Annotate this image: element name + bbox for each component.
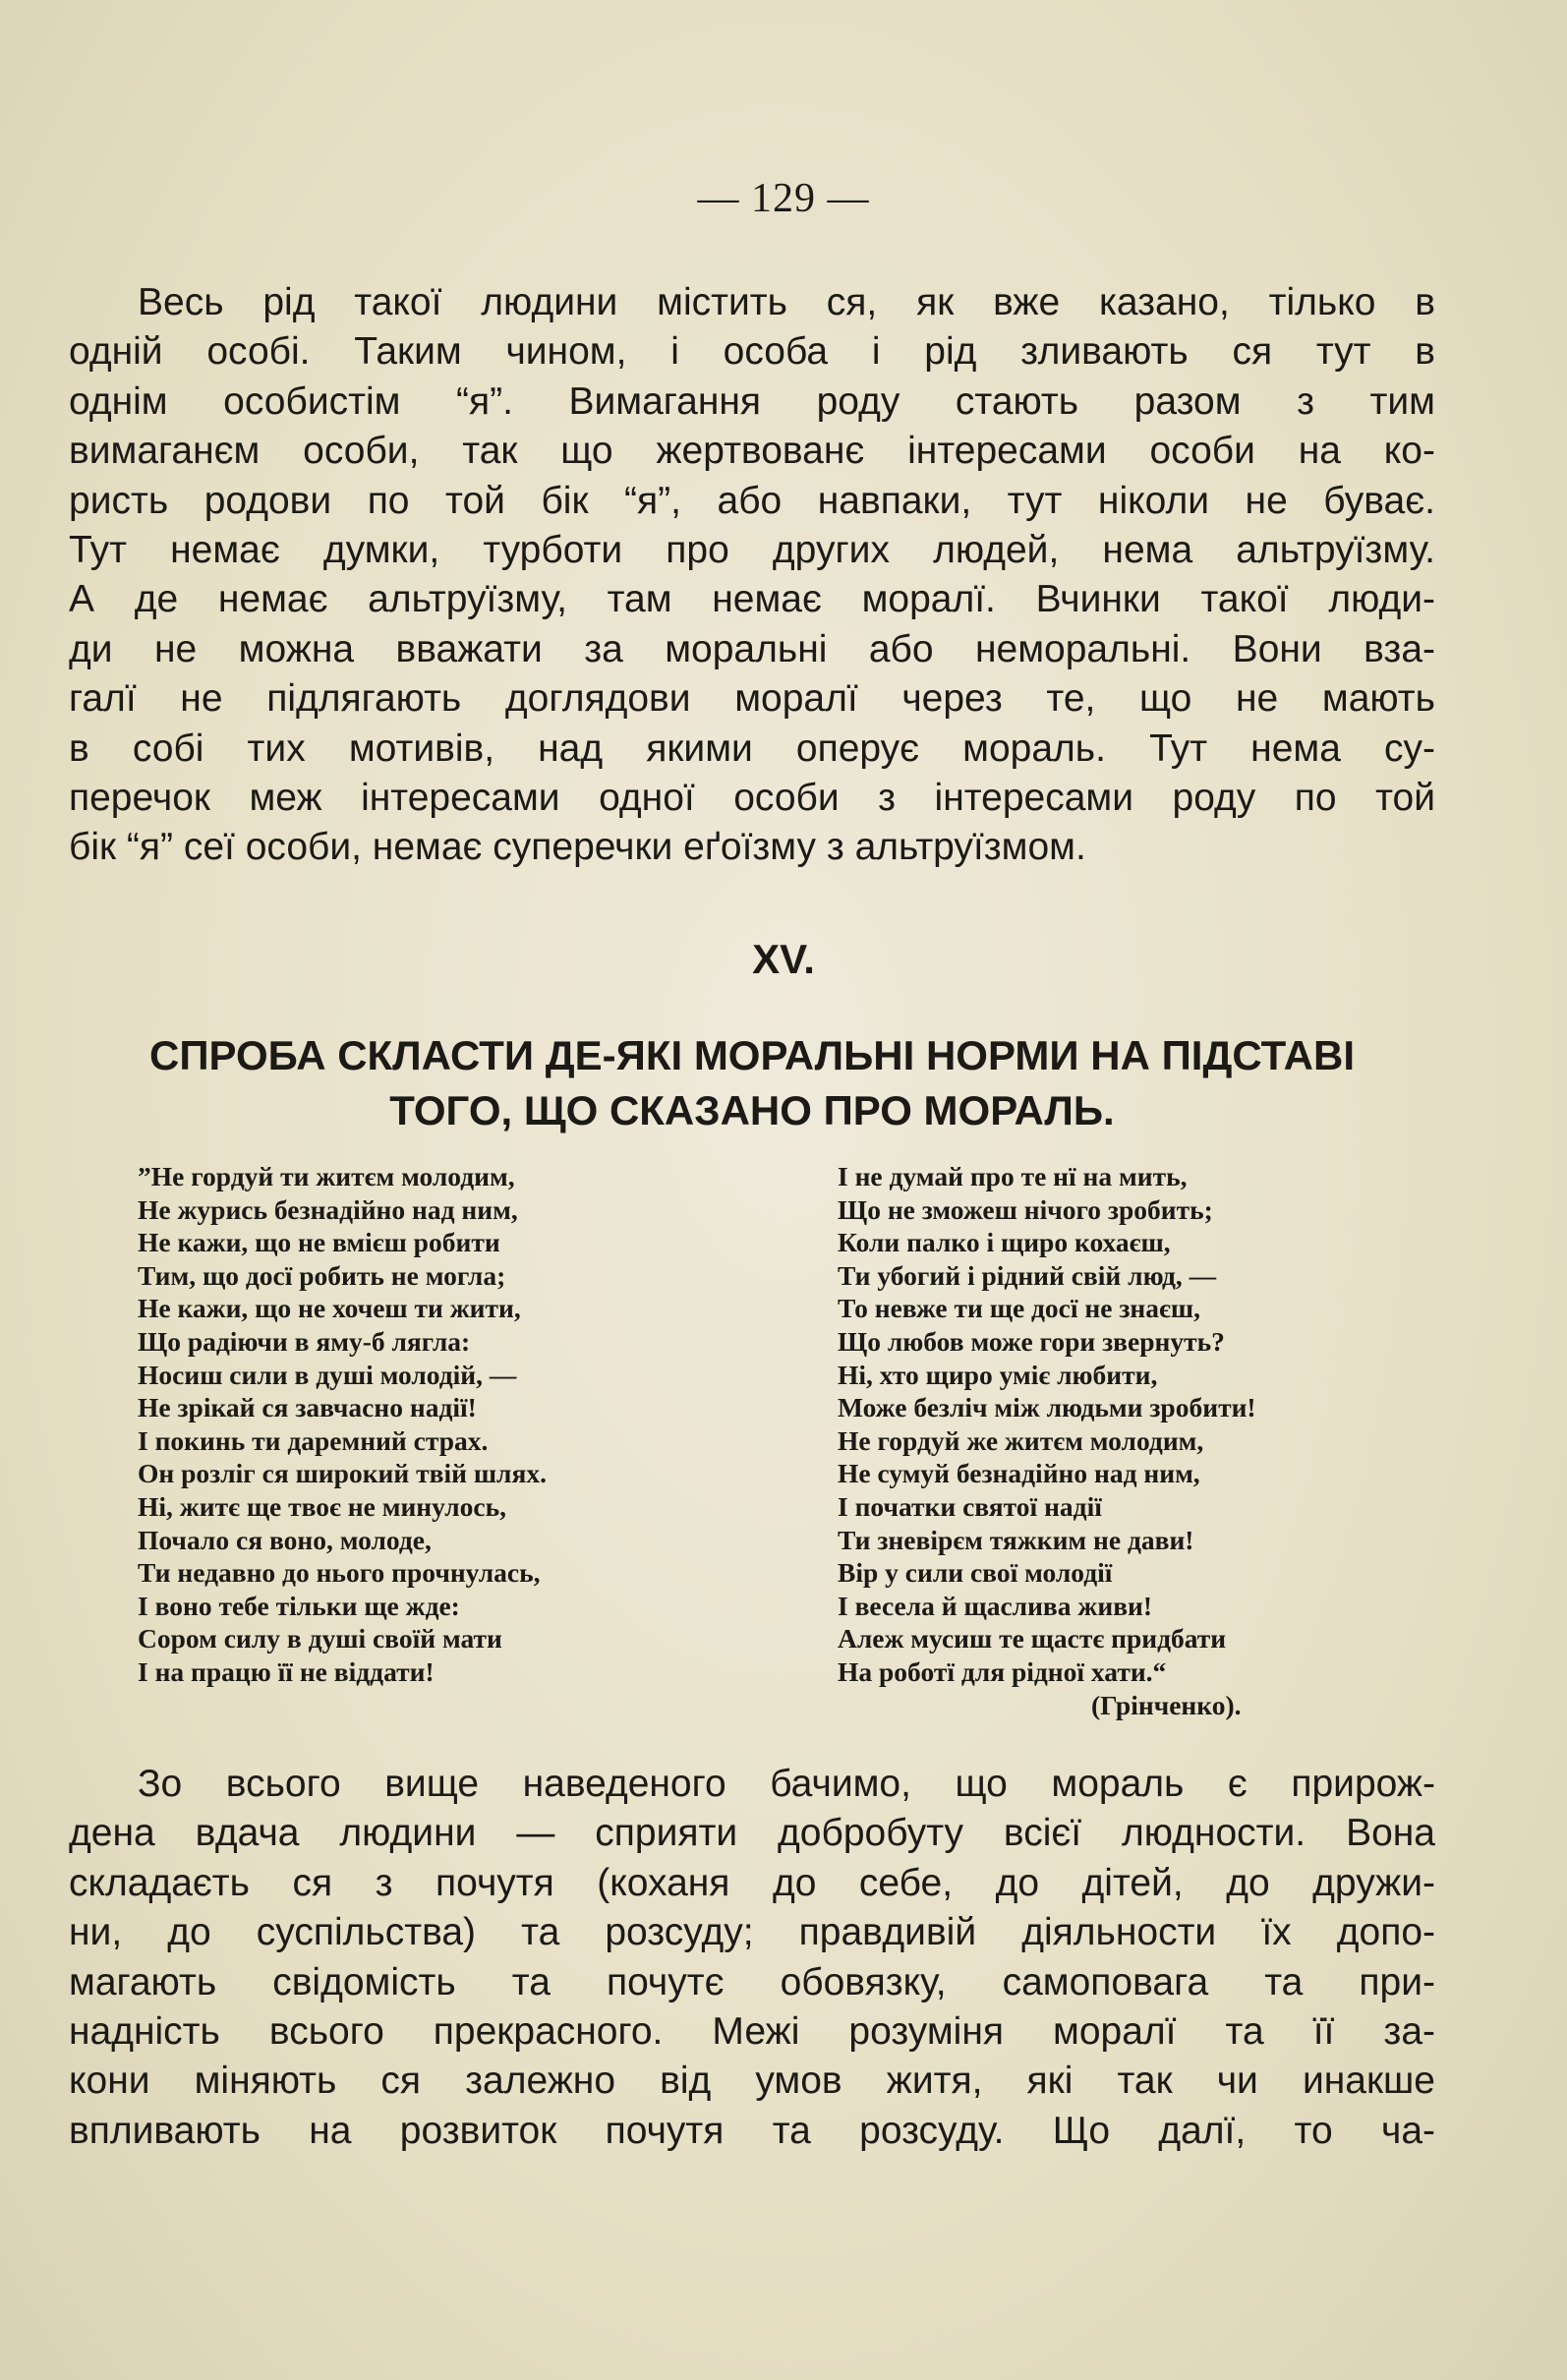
poem-line: І не думай про те нї на мить, xyxy=(838,1161,1188,1191)
paragraph-bottom xyxy=(69,1760,1435,2156)
poem-line: То невже ти ще досї не знаєш, xyxy=(838,1293,1200,1324)
chapter-number: XV. xyxy=(752,936,815,982)
poem-line: Почало ся воно, молоде, xyxy=(138,1524,432,1555)
text-line: вимаганєм особи, так що жертвованє інтересами особи на ко- xyxy=(69,430,1435,473)
poem-line: Он розліг ся широкий твій шлях. xyxy=(138,1458,547,1489)
poem-line: Тим, що досї робить не могла; xyxy=(138,1259,506,1291)
text-line: ни, до суспільства) та розсуду; правдивій діяльности їх допо- xyxy=(69,1911,1435,1954)
paragraph-top xyxy=(69,278,1435,873)
text-line: галї не підлягають доглядови моралї через те, що не мають xyxy=(69,677,1435,721)
poem-line: Ні, житє ще твоє не минулось, xyxy=(138,1490,507,1522)
poem-line: Не сумуй безнадійно над ним, xyxy=(838,1458,1200,1489)
poem-line: Не гордуй же житєм молодим, xyxy=(838,1424,1204,1456)
text-line: надність всього прекрасного. Межі розуміня моралї та її за- xyxy=(69,2010,1435,2054)
text-line: ди не можна вважати за моральні або неморальні. Вони вза- xyxy=(69,627,1435,670)
poem-line: ”Не гордуй ти житєм молодим, xyxy=(138,1161,515,1191)
text-line: в собі тих мотивів, над якими оперує мораль. Тут нема су- xyxy=(69,726,1435,770)
text-line: дена вдача людини — сприяти добробуту всієї людности. Вона xyxy=(69,1812,1435,1855)
poem-line: Що радіючи в яму-б лягла: xyxy=(138,1325,471,1357)
poem-line: Сором силу в душі своїй мати xyxy=(138,1623,502,1654)
poem-line: І воно тебе тільки ще жде: xyxy=(138,1590,460,1621)
text-line: складаєть ся з почутя (коханя до себе, до дітей, до дружи- xyxy=(69,1861,1435,1904)
text-line: бік “я” сеї особи, немає суперечки еґоїзму з альтруїзмом. xyxy=(69,826,1086,869)
text-line: однім особистім “я”. Вимагання роду стають разом з тим xyxy=(69,379,1435,423)
poem-line: Ти зневірєм тяжким не дави! xyxy=(838,1524,1194,1555)
poem-line: Носиш сили в душі молодій, — xyxy=(138,1359,517,1390)
poem-line: І початки святої надії xyxy=(838,1490,1102,1522)
poem-attribution: (Грінченко). xyxy=(1091,1689,1242,1720)
text-line: кони міняють ся залежно від умов житя, які так чи инакше xyxy=(69,2060,1435,2103)
text-line: А де немає альтруїзму, там немає моралї. Вчинки такої люди- xyxy=(69,578,1435,621)
poem-line: Ти убогий і рідний свій люд, — xyxy=(838,1259,1217,1291)
poem-line: Ти недавно до нього прочнулась, xyxy=(138,1557,541,1589)
page-number: — 129 — xyxy=(697,176,870,221)
text-line: перечок меж інтересами одної особи з інтересами роду по той xyxy=(69,777,1435,820)
text-line: впливають на розвиток почутя та розсуду. Що далї, то ча- xyxy=(69,2109,1435,2152)
text-line: Весь рід такої людини містить ся, як вже казано, тілько в xyxy=(138,281,1435,323)
chapter-title-line: СПРОБА СКЛАСТИ ДЕ-ЯКІ МОРАЛЬНІ НОРМИ НА ПІДСТАВІ xyxy=(148,1032,1356,1078)
poem-line: Може безліч між людьми зробити! xyxy=(838,1392,1256,1423)
poem-line: І покинь ти даремний страх. xyxy=(138,1424,489,1456)
chapter-title-line: ТОГО, ЩО СКАЗАНО ПРО МОРАЛЬ. xyxy=(389,1087,1115,1133)
poem-line: Що не зможеш нічого зробить; xyxy=(838,1193,1213,1225)
poem-line: На роботї для рідної хати.“ xyxy=(838,1655,1167,1687)
poem-line: Не журись безнадійно над ним, xyxy=(138,1193,518,1225)
poem-line: І на працю її не віддати! xyxy=(138,1655,435,1687)
poem-line: Вір у сили свої молодії xyxy=(838,1557,1113,1589)
poem-line: Не кажи, що не вмієш робити xyxy=(138,1227,500,1258)
poem-line: Не зрікай ся завчасно надії! xyxy=(138,1392,477,1423)
poem-line: І весела й щаслива живи! xyxy=(838,1590,1153,1621)
poem-line: Що любов може гори звернуть? xyxy=(838,1325,1225,1357)
poem-column-right xyxy=(838,1160,1256,1721)
poem-line: Ні, хто щиро уміє любити, xyxy=(838,1359,1158,1390)
poem-line: Алеж мусиш те щастє придбати xyxy=(838,1623,1227,1654)
text-line: магають свідомість та почутє обовязку, самоповага та при- xyxy=(69,1960,1435,2003)
chapter-title xyxy=(69,1028,1435,1138)
poem-line: Коли палко і щиро кохаєш, xyxy=(838,1227,1171,1258)
poem-column-left xyxy=(138,1160,547,1689)
text-line: Зо всього вище наведеного бачимо, що мораль є прирож- xyxy=(138,1763,1435,1805)
text-line: ристь родови по той бік “я”, або навпаки, тут ніколи не буває. xyxy=(69,479,1435,522)
text-line: Тут немає думки, турботи про других людей, нема альтруїзму. xyxy=(69,529,1435,572)
poem-line: Не кажи, що не хочеш ти жити, xyxy=(138,1293,521,1324)
text-line: одній особі. Таким чином, і особа і рід зливають ся тут в xyxy=(69,330,1435,374)
